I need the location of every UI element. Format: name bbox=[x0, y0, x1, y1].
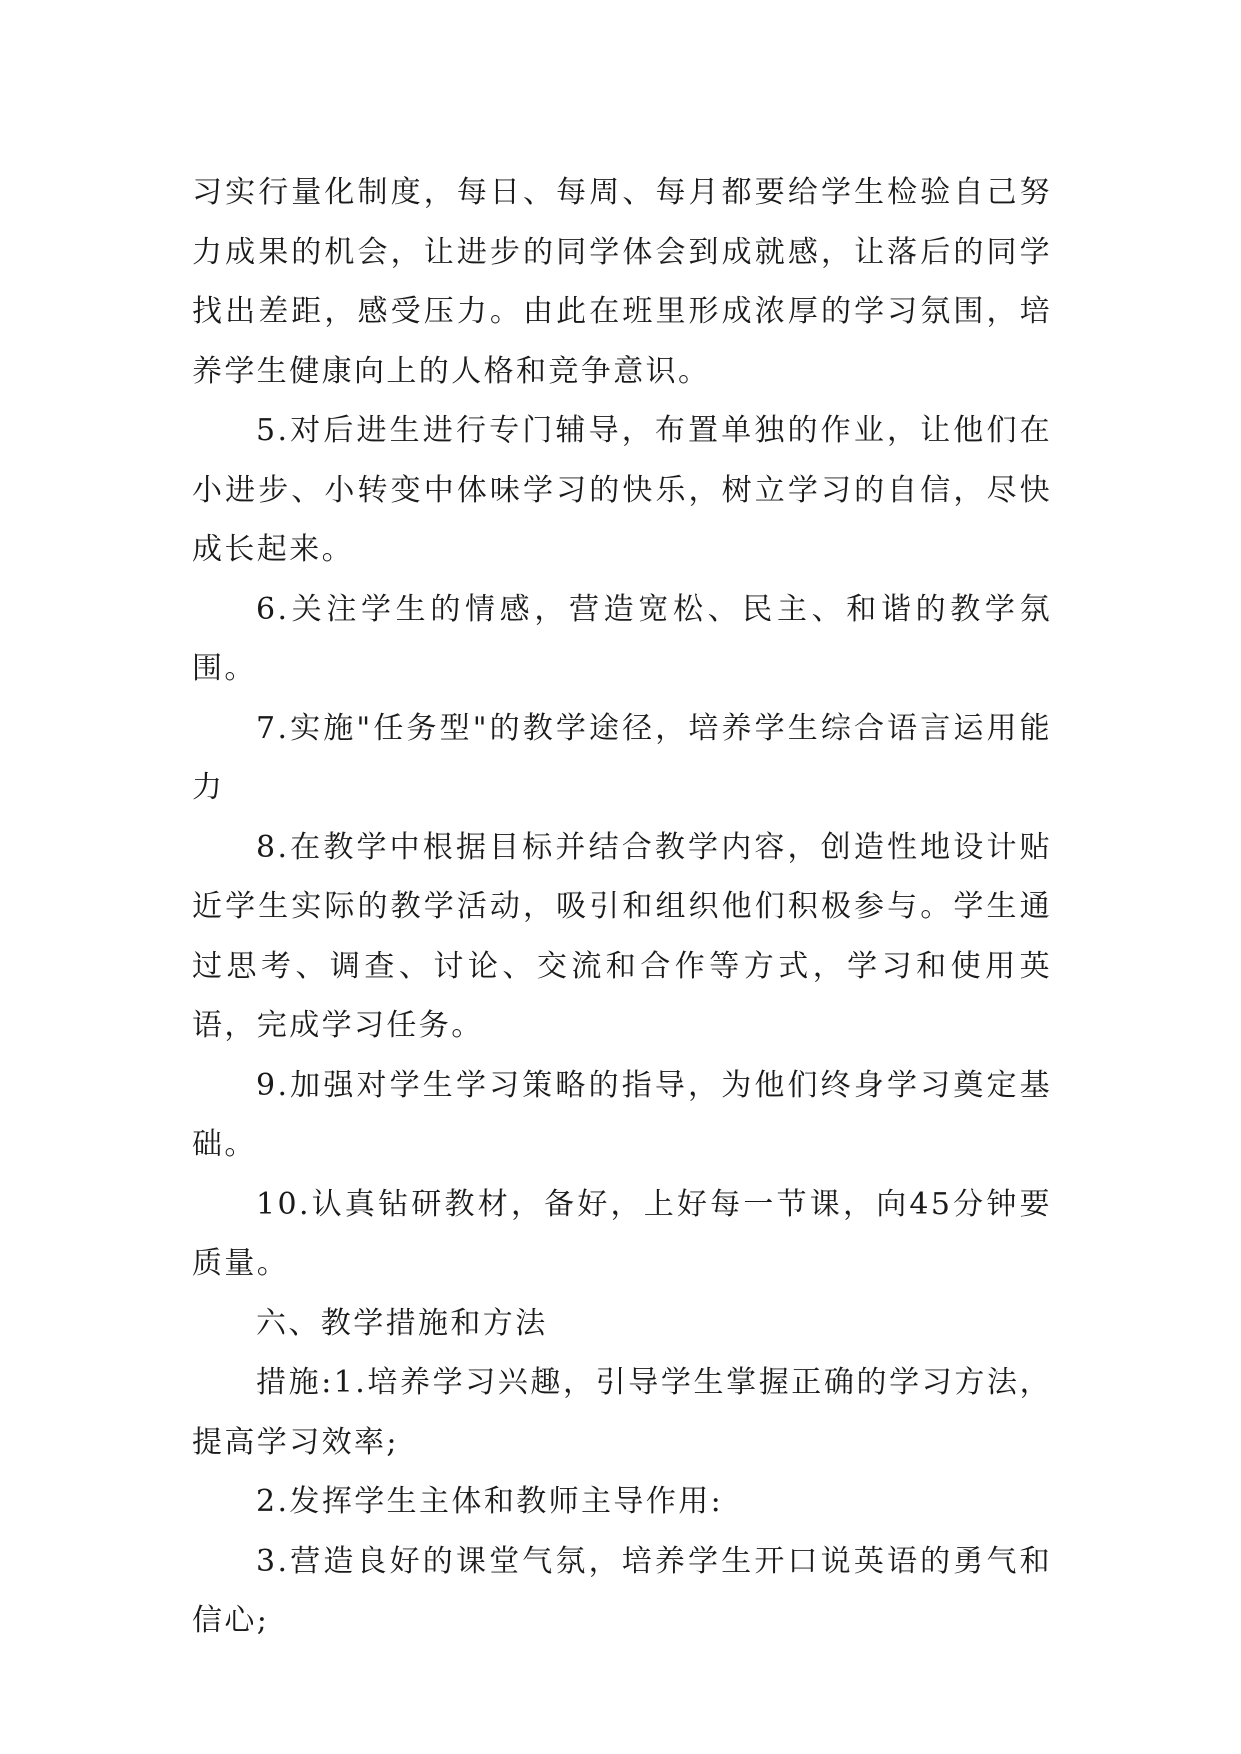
paragraph-measure-1: 措施:1.培养学习兴趣，引导学生掌握正确的学习方法，提高学习效率; bbox=[192, 1365, 1052, 1460]
paragraph-item-5: 5.对后进生进行专门辅导，布置单独的作业，让他们在小进步、小转变中体味学习的快乐，树立学习的自信，尽快成长起来。 bbox=[192, 413, 1052, 567]
paragraph-item-10: 10.认真钻研教材，备好，上好每一节课，向45分钟要质量。 bbox=[192, 1186, 1052, 1281]
section-heading: 六、教学措施和方法 bbox=[256, 1305, 548, 1341]
paragraph-continuation: 习实行量化制度，每日、每周、每月都要给学生检验自己努力成果的机会，让进步的同学体会到成就感，让落后的同学找出差距，感受压力。由此在班里形成浓厚的学习氛围，培养学生健康向上的人格和竞争意识。 bbox=[192, 175, 1052, 389]
paragraph-item-6: 6.关注学生的情感，营造宽松、民主、和谐的教学氛围。 bbox=[192, 591, 1052, 686]
paragraph-item-7: 7.实施"任务型"的教学途径，培养学生综合语言运用能力 bbox=[192, 710, 1052, 805]
paragraph-item-8: 8.在教学中根据目标并结合教学内容，创造性地设计贴近学生实际的教学活动，吸引和组织他们积极参与。学生通过思考、调查、讨论、交流和合作等方式，学习和使用英语，完成学习任务。 bbox=[192, 829, 1052, 1043]
paragraph-item-9: 9.加强对学生学习策略的指导，为他们终身学习奠定基础。 bbox=[192, 1067, 1052, 1162]
paragraph-measure-2: 2.发挥学生主体和教师主导作用: bbox=[256, 1484, 724, 1519]
document-page bbox=[192, 163, 1052, 1651]
paragraph-measure-3: 3.营造良好的课堂气氛，培养学生开口说英语的勇气和信心; bbox=[192, 1543, 1052, 1638]
